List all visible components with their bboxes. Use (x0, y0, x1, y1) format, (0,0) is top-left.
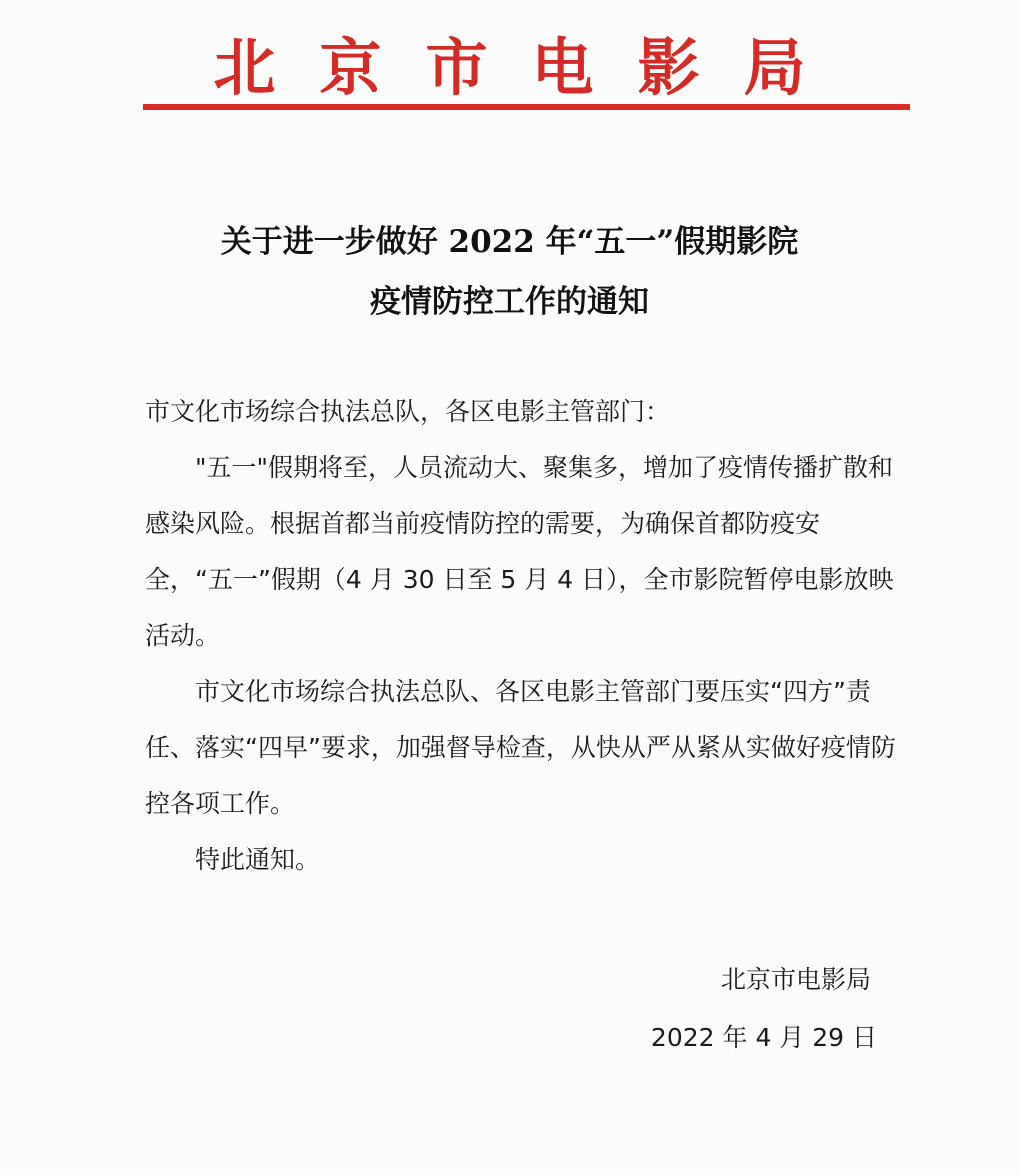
document-title-line1: 关于进一步做好 2022 年“五一”假期影院 (220, 224, 799, 260)
masthead-title: 北京市电影局 (213, 31, 850, 104)
paragraph-2: 市文化市场综合执法总队、各区电影主管部门要压实“四方”责任、落实“四早”要求，加强督导检查，从快从严从紧从实做好疫情防控各项工作。 (145, 677, 896, 818)
signature-date: 2022 年 4 月 29 日 (650, 1023, 877, 1052)
paragraph-3: 特此通知。 (195, 845, 321, 874)
paragraph-1: "五一"假期将至，人员流动大、聚集多，增加了疫情传播扩散和感染风险。根据首都当前疫情防控的需要，为确保首都防疫安全，“五一”假期（4 月 30 日至 5 月 4 日），全市影院暂停电影放映活动。 (145, 453, 894, 650)
signature-organization: 北京市电影局 (720, 965, 871, 994)
salutation: 市文化市场综合执法总队，各区电影主管部门： (145, 397, 671, 426)
document-title-line2: 疫情防控工作的通知 (370, 284, 649, 320)
masthead-red-rule (143, 104, 910, 110)
